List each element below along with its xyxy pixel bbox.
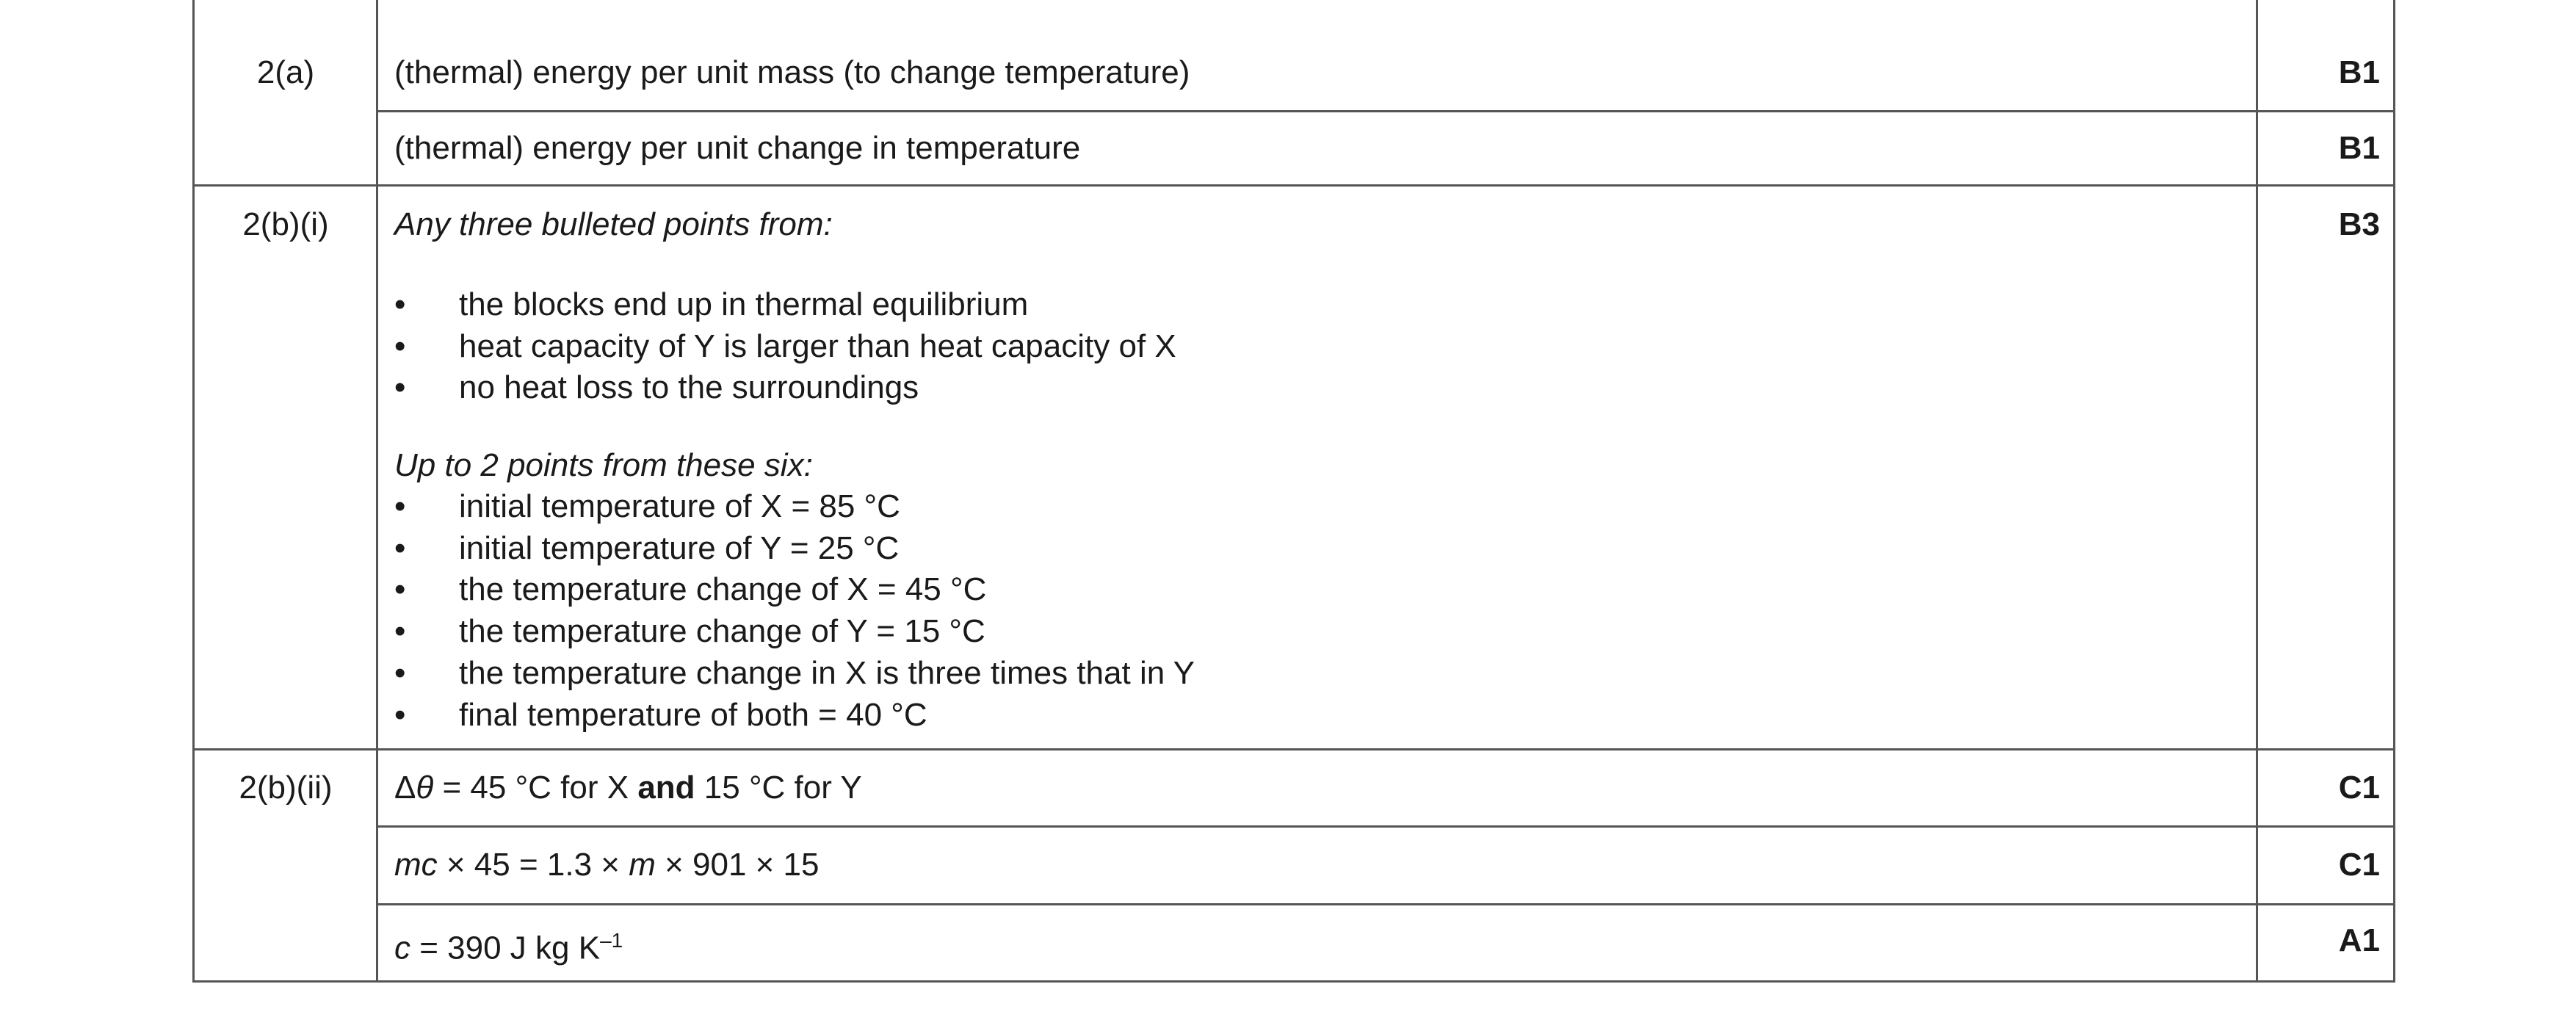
row-divider [378, 903, 2393, 905]
list-item: • the blocks end up in thermal equilibrium [394, 284, 1176, 326]
bullet-icon: • [394, 571, 406, 608]
bullet-icon: • [394, 696, 406, 733]
bullet-icon: • [394, 286, 406, 322]
mark-code: C1 [2338, 770, 2380, 806]
list-item: • the temperature change in X is three times that in Y [394, 653, 1195, 695]
bullet-icon: • [394, 369, 406, 406]
answer-line: mc × 45 = 1.3 × m × 901 × 15 [394, 847, 820, 883]
question-number: 2(b)(i) [242, 206, 329, 242]
bullet-list-optional [394, 486, 1195, 736]
question-divider [195, 184, 2393, 187]
answer-intro: Any three bulleted points from: [394, 206, 833, 242]
column-divider-question [376, 0, 378, 983]
mark-code: C1 [2338, 847, 2380, 883]
bullet-icon: • [394, 654, 406, 691]
list-item: • final temperature of both = 40 °C [394, 695, 1195, 737]
list-item: • the temperature change of X = 45 °C [394, 569, 1195, 611]
answer-line: Δθ = 45 °C for X and 15 °C for Y [394, 770, 862, 806]
question-number: 2(b)(ii) [239, 770, 333, 806]
mark-code: B1 [2338, 54, 2380, 90]
list-item: • the temperature change of Y = 15 °C [394, 611, 1195, 653]
list-item: • initial temperature of X = 85 °C [394, 486, 1195, 528]
list-item: • initial temperature of Y = 25 °C [394, 528, 1195, 570]
list-item: • no heat loss to the surroundings [394, 367, 1176, 409]
bullet-icon: • [394, 488, 406, 524]
question-number: 2(a) [256, 54, 315, 90]
row-divider [378, 825, 2393, 828]
mark-code: B3 [2338, 206, 2380, 242]
answer-line: (thermal) energy per unit mass (to change temperature) [394, 54, 1190, 90]
row-divider [378, 110, 2256, 112]
mark-scheme-table [192, 0, 2395, 983]
answer-line: c = 390 J kg $K^{-1}$ [394, 929, 623, 966]
list-item: • heat capacity of Y is larger than heat capacity of X [394, 326, 1176, 368]
question-divider [195, 748, 2393, 750]
mark-code: B1 [2338, 130, 2380, 166]
mark-code: A1 [2338, 922, 2380, 958]
bullet-icon: • [394, 328, 406, 364]
bullet-icon: • [394, 529, 406, 566]
answer-line: (thermal) energy per unit change in temperature [394, 130, 1081, 166]
answer-intro: Up to 2 points from these six: [394, 447, 813, 483]
row-divider [2258, 110, 2393, 112]
bullet-list-required [394, 284, 1176, 409]
bullet-icon: • [394, 613, 406, 650]
